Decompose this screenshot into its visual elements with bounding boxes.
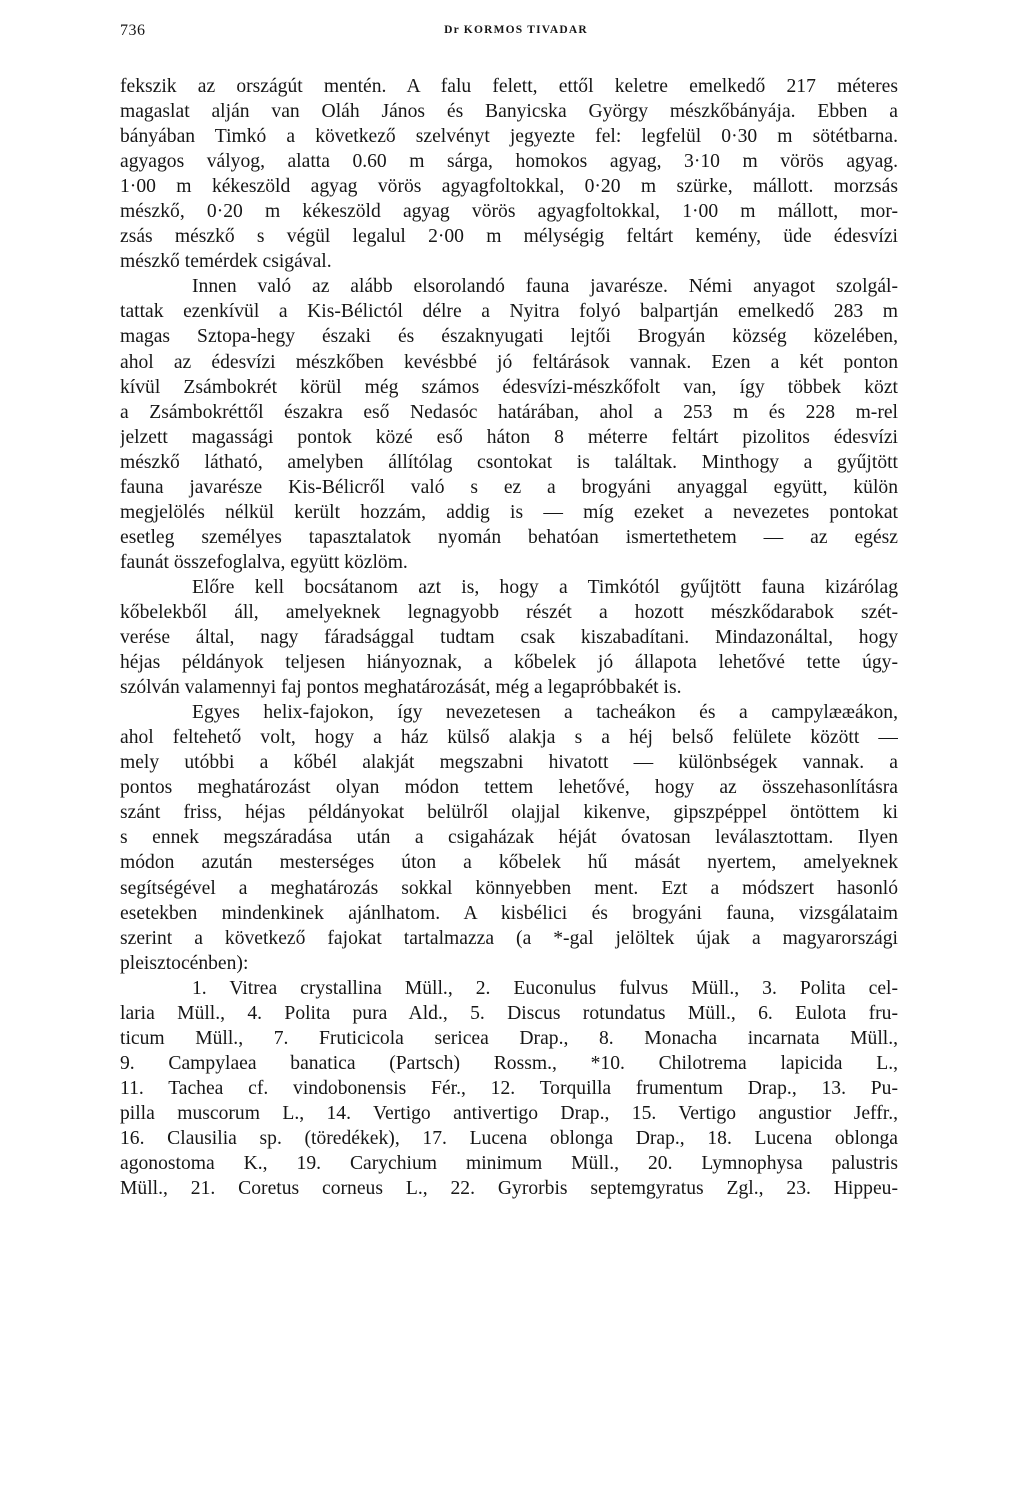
text-line: verése által, nagy fáradsággal tudtam csak kiszabadítani. Mindazonáltal, hogy [120,627,898,649]
text-line: Egyes helix-fajokon, így nevezetesen a tacheákon és a campylææákon, [192,702,898,724]
text-line: szerint a következő fajokat tartalmazza (a *-gal jelöltek újak a magyarországi [120,927,898,949]
text-line: kívül Zsámbokrét körül még számos édesvízi-mészkőfolt van, így többek közt [120,376,898,398]
species-line: ticum Müll., 7. Fruticicola sericea Drap., 8. Monacha incarnata Müll., [120,1027,898,1049]
text-line: mészkő temérdek csigával. [120,251,332,273]
text-line: jelzett magassági pontok közé eső háton 8 méterre feltárt pizolitos édesvízi [120,426,898,448]
text-line: magas Sztopa-hegy északi és északnyugati lejtői Brogyán község közelében, [120,326,898,348]
text-line: kőbelekből áll, amelyeknek legnagyobb részét a hozott mészkődarabok szét- [120,601,898,623]
page-number: 736 [120,22,146,39]
text-line: fekszik az országút mentén. A falu felett, ettől keletre emelkedő 217 méteres [120,76,898,97]
text-line: Innen való az alább elsorolandó fauna javarésze. Némi anyagot szolgál- [192,276,898,298]
text-line: fauna javarésze Kis-Bélicről való s ez a brogyáni anyaggal együtt, külön [120,476,898,498]
text-line: ahol feltehető volt, hogy a ház külső alakja s a héj belső felülete között — [120,727,898,749]
text-line: mészkő, 0·20 m kékeszöld agyag vörös agyagfoltokkal, 1·00 m mállott, mor- [120,201,898,223]
text-line: magaslat alján van Oláh János és Banyicska György mészkőbányája. Ebben a [120,101,898,123]
species-line: 11. Tachea cf. vindobonensis Fér., 12. Torquilla frumentum Drap., 13. Pu- [120,1077,898,1099]
text-line: mészkő látható, amelyben állítólag csontokat is találtak. Minthogy a gyűjtött [120,451,898,473]
text-line: mely utóbbi a kőbél alakját megszabni hivatott — különbségek vannak. a [120,752,898,774]
species-line: 16. Clausilia sp. (töredékek), 17. Lucena oblonga Drap., 18. Lucena oblonga [120,1127,898,1149]
text-line: héjas példányok teljesen hiányoznak, a kőbelek jó állapota lehetővé tette úgy- [120,652,898,674]
text-line: esetleg személyes tapasztalatok nyomán behatóan ismertethetem — az egész [120,526,898,548]
species-line: 9. Campylaea banatica (Partsch) Rossm., *10. Chilotrema lapicida L., [120,1052,898,1074]
text-line: bányában Timkó a következő szelvényt jegyezte fel: legfelül 0·30 m sötétbarna. [120,126,898,148]
text-line: faunát összefoglalva, együtt közlöm. [120,551,408,573]
species-line: 1. Vitrea crystallina Müll., 2. Euconulus fulvus Müll., 3. Polita cel- [192,977,898,999]
text-line: ahol az édesvízi mészkőben kevésbbé jó feltárások vannak. Ezen a két ponton [120,351,898,373]
text-line: pontos meghatározást olyan módon tettem lehetővé, hogy az összehasonlításra [120,777,898,799]
text-line: szánt friss, héjas példányokat belülről olajjal kikenve, gipszpéppel öntöttem ki [120,802,898,824]
body-text [120,74,898,1201]
text-line: megjelölés nélkül került hozzám, addig is — míg ezeket a nevezetes pontokat [120,501,898,523]
running-title: Dr KORMOS TIVADAR [444,24,588,36]
text-line: Előre kell bocsátanom azt is, hogy a Timkótól gyűjtött fauna kizárólag [192,576,898,598]
text-line: segítségével a meghatározás sokkal könnyebben ment. Ezt a módszert hasonló [120,877,898,899]
text-line: tattak ezenkívül a Kis-Bélictól délre a Nyitra folyó balpartján emelkedő 283 m [120,301,898,323]
text-line: módon azután mesterséges úton a kőbelek hű mását nyertem, amelyeknek [120,852,898,874]
text-line: szólván valamennyi faj pontos meghatározását, még a legapróbbakét is. [120,677,682,699]
species-line: laria Müll., 4. Polita pura Ald., 5. Discus rotundatus Müll., 6. Eulota fru- [120,1002,898,1024]
species-line: pilla muscorum L., 14. Vertigo antivertigo Drap., 15. Vertigo angustior Jeffr., [120,1102,898,1124]
text-line: s ennek megszáradása után a csigaházak héját óvatosan leválasztottam. Ilyen [120,827,898,849]
page-header [120,22,912,50]
text-line: zsás mészkő s végül legalul 2·00 m mélységig feltárt kemény, üde édesvízi [120,226,898,248]
text-line: esetekben mindenkinek ajánlhatom. A kisbélici és brogyáni fauna, vizsgálataim [120,902,898,924]
text-line: a Zsámbokréttől északra eső Nedasóc határában, ahol a 253 m és 228 m-rel [120,401,898,423]
species-line: agonostoma K., 19. Carychium minimum Müll., 20. Lymnophysa palustris [120,1153,898,1175]
text-line: agyagos vályog, alatta 0.60 m sárga, homokos agyag, 3·10 m vörös agyag. [120,151,898,173]
species-line: Müll., 21. Coretus corneus L., 22. Gyrorbis septemgyratus Zgl., 23. Hippeu- [120,1178,898,1200]
text-line: pleisztocénben): [120,952,249,974]
text-line: 1·00 m kékeszöld agyag vörös agyagfoltokkal, 0·20 m szürke, mállott. morzsás [120,176,898,198]
